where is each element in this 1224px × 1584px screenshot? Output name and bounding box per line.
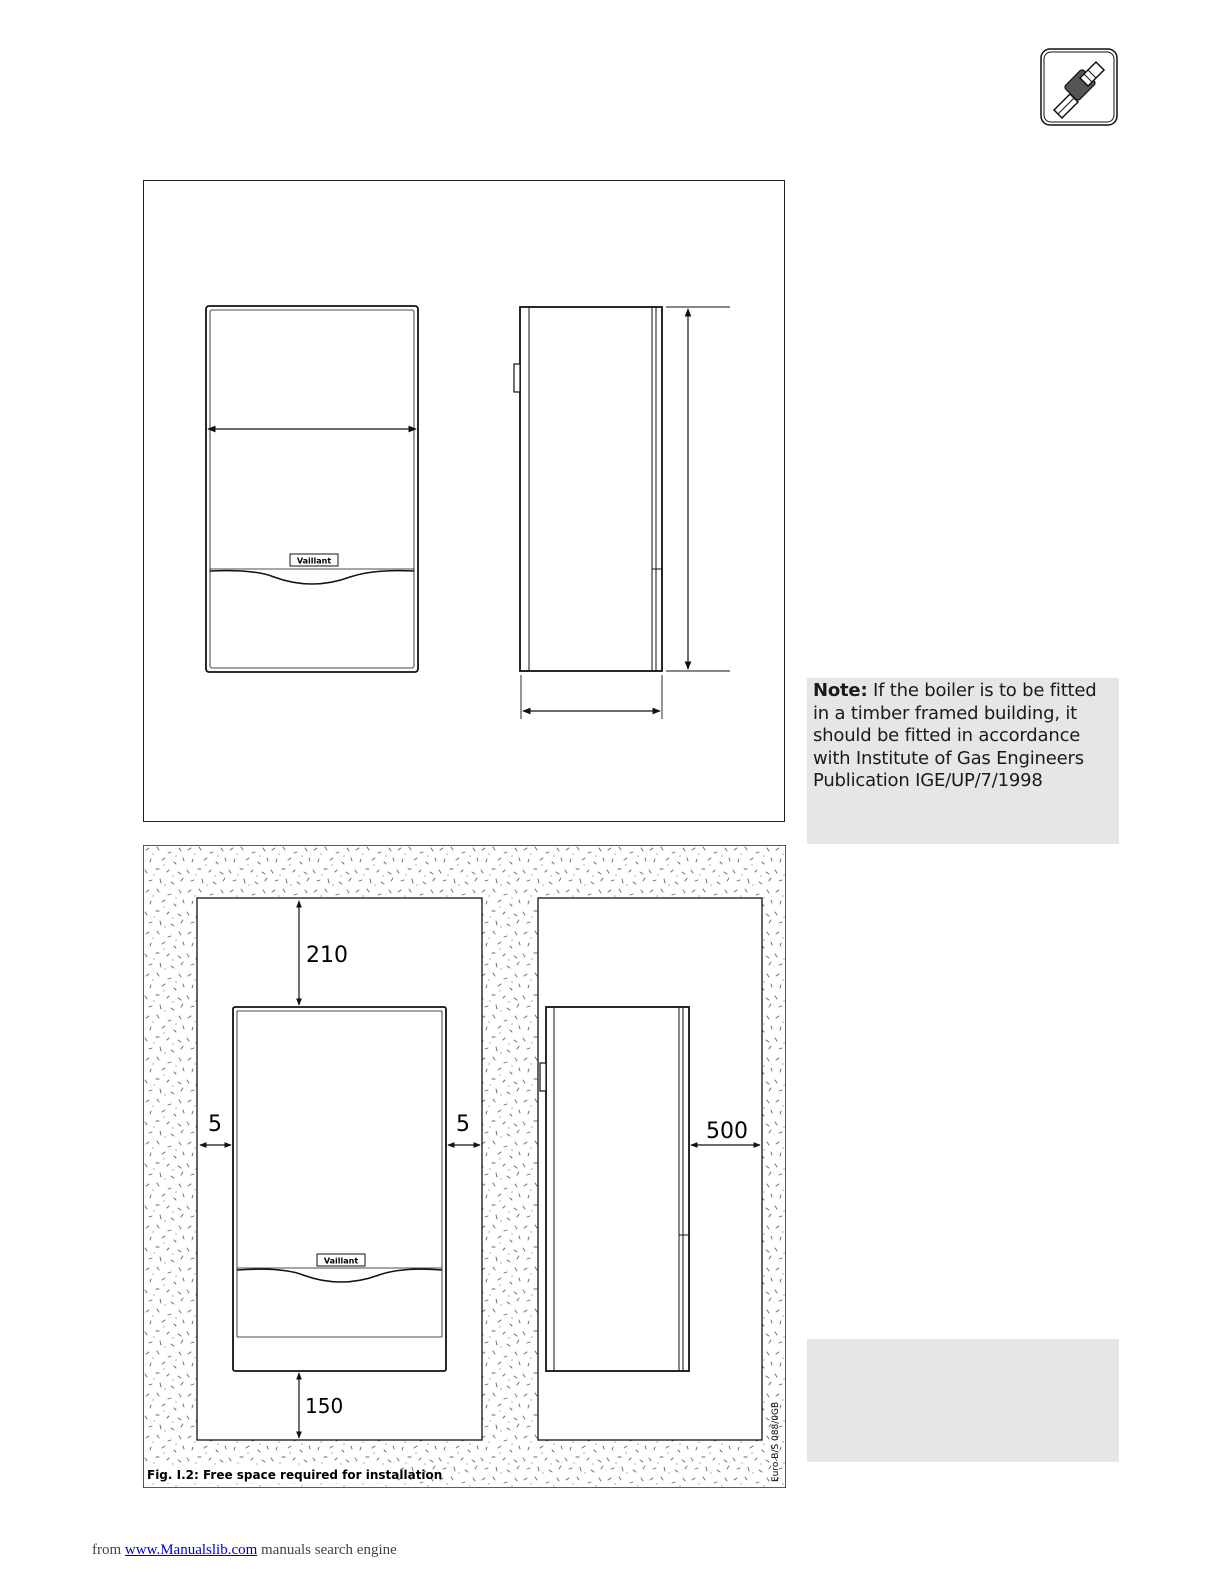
clearance-right-value: 5	[456, 1112, 470, 1137]
boiler-front-view	[233, 1007, 446, 1371]
clearance-front-value: 500	[706, 1119, 748, 1144]
note-box	[807, 678, 1119, 844]
note-text: If the boiler is to be fitted in a timber framed building, it should be fitted in accordance with Institute of Gas Engineers Publication IGE/UP/7/1998	[813, 680, 1097, 791]
grey-note-box	[807, 1339, 1119, 1462]
figure-free-space	[143, 845, 786, 1488]
boiler-side-view	[540, 1007, 689, 1371]
brand-label: Vaillant	[296, 556, 332, 566]
figure-boiler-dimensions	[143, 180, 785, 822]
footer-prefix: from	[92, 1542, 122, 1558]
pipe-fitting-icon	[1040, 48, 1118, 126]
boiler-side-view	[514, 307, 730, 719]
footer-suffix: manuals search engine	[261, 1542, 397, 1558]
boiler-front-view	[206, 306, 418, 672]
clearance-top-value: 210	[306, 943, 348, 968]
manualslib-link[interactable]: www.Manualslib.com	[124, 1542, 258, 1558]
clearance-bottom-value: 150	[305, 1394, 344, 1418]
clearance-left-value: 5	[208, 1112, 222, 1137]
figure-reference: Euro B/S 088/0GB	[771, 1401, 781, 1482]
figure-caption: Fig. I.2: Free space required for installation	[147, 1468, 443, 1482]
note-label: Note:	[813, 680, 868, 701]
footer	[92, 1542, 397, 1559]
brand-label: Vaillant	[323, 1256, 359, 1266]
